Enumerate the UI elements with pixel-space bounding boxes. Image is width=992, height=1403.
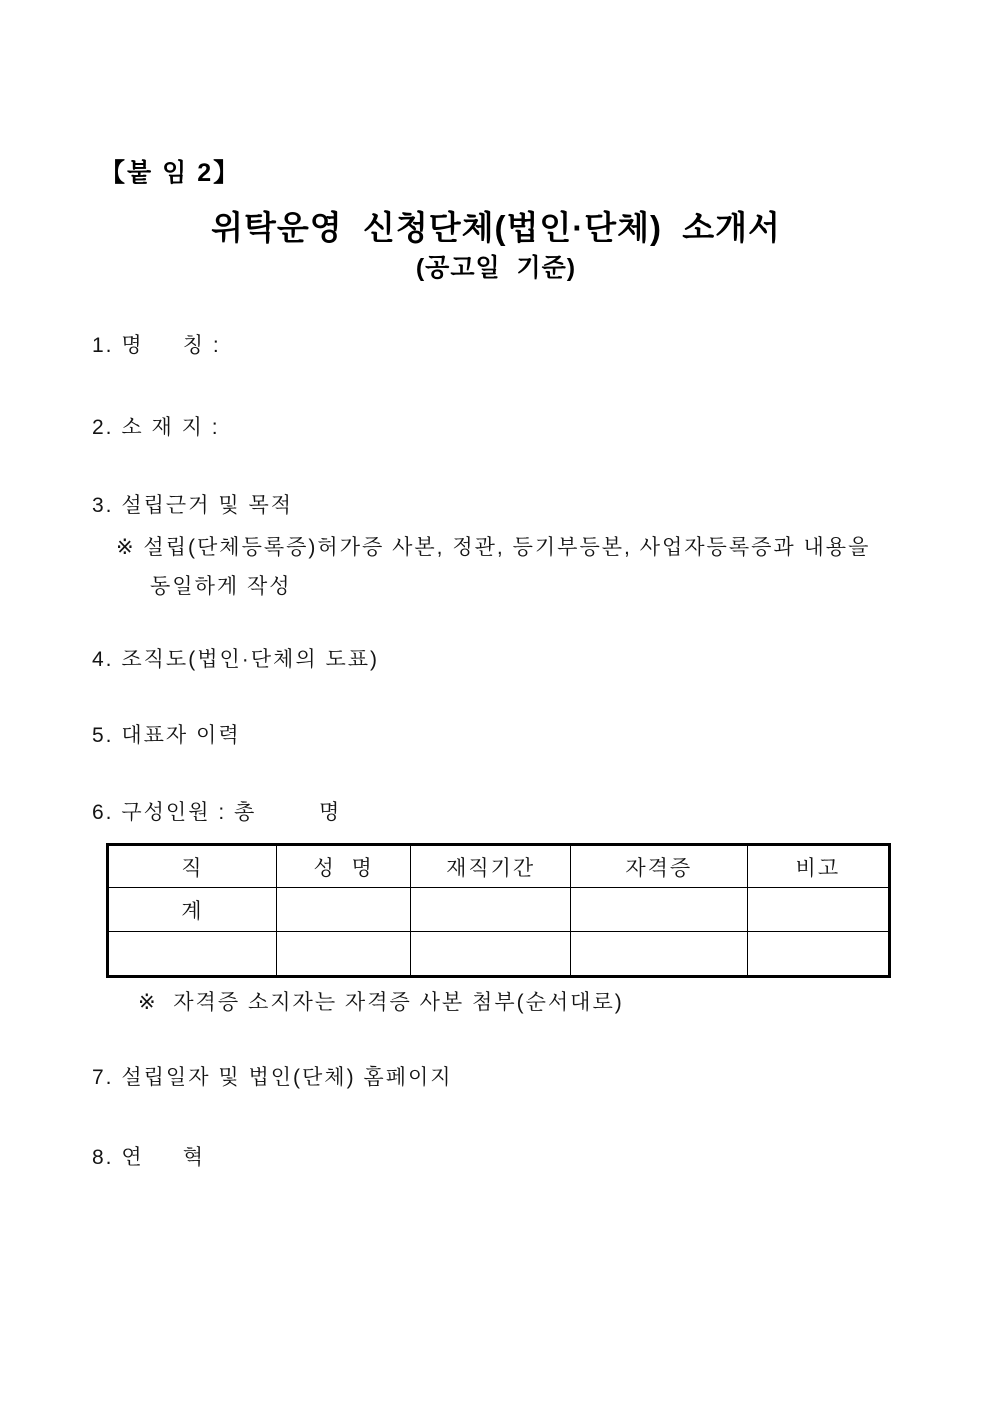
item-4-organization-chart: 4. 조직도(법인·단체의 도표) [92,648,380,671]
cell-empty [747,932,889,977]
document-title: 위탁운영 신청단체(법인·단체) 소개서 [211,209,781,246]
cell-empty [276,888,411,932]
item-6-member-count: 6. 구성인원 : 총 명 [92,801,342,824]
item-3-note-line1: ※ 설립(단체등록증)허가증 사본, 정관, 등기부등본, 사업자등록증과 내용을 [116,536,871,559]
item-7-establishment-date-homepage: 7. 설립일자 및 법인(단체) 홈페이지 [92,1066,453,1089]
cell-empty [411,888,571,932]
item-5-representative-history: 5. 대표자 이력 [92,724,241,747]
cell-empty [747,888,889,932]
table-row [108,932,890,977]
item-3-establishment-basis: 3. 설립근거 및 목적 [92,494,294,517]
certificate-note: ※ 자격증 소지자는 자격증 사본 첨부(순서대로) [138,991,624,1014]
table-header-row [108,845,890,888]
cell-empty [108,932,277,977]
header-remarks: 비고 [747,845,889,888]
item-2-location: 2. 소 재 지 : [92,416,220,439]
cell-empty [411,932,571,977]
attachment-label: 【붙 임 2】 [100,159,241,187]
cell-empty [276,932,411,977]
item-8-history: 8. 연 혁 [92,1146,206,1169]
table-row [108,888,890,932]
header-tenure: 재직기간 [411,845,571,888]
cell-total-label: 계 [108,888,277,932]
header-position: 직 [108,845,277,888]
cell-empty [570,888,747,932]
staff-table [106,843,891,978]
header-certificate: 자격증 [570,845,747,888]
document-subtitle: (공고일 기준) [415,254,577,282]
item-1-name: 1. 명 칭 : [92,334,221,357]
item-3-note-line2: 동일하게 작성 [150,575,292,598]
cell-empty [570,932,747,977]
header-name: 성 명 [276,845,411,888]
